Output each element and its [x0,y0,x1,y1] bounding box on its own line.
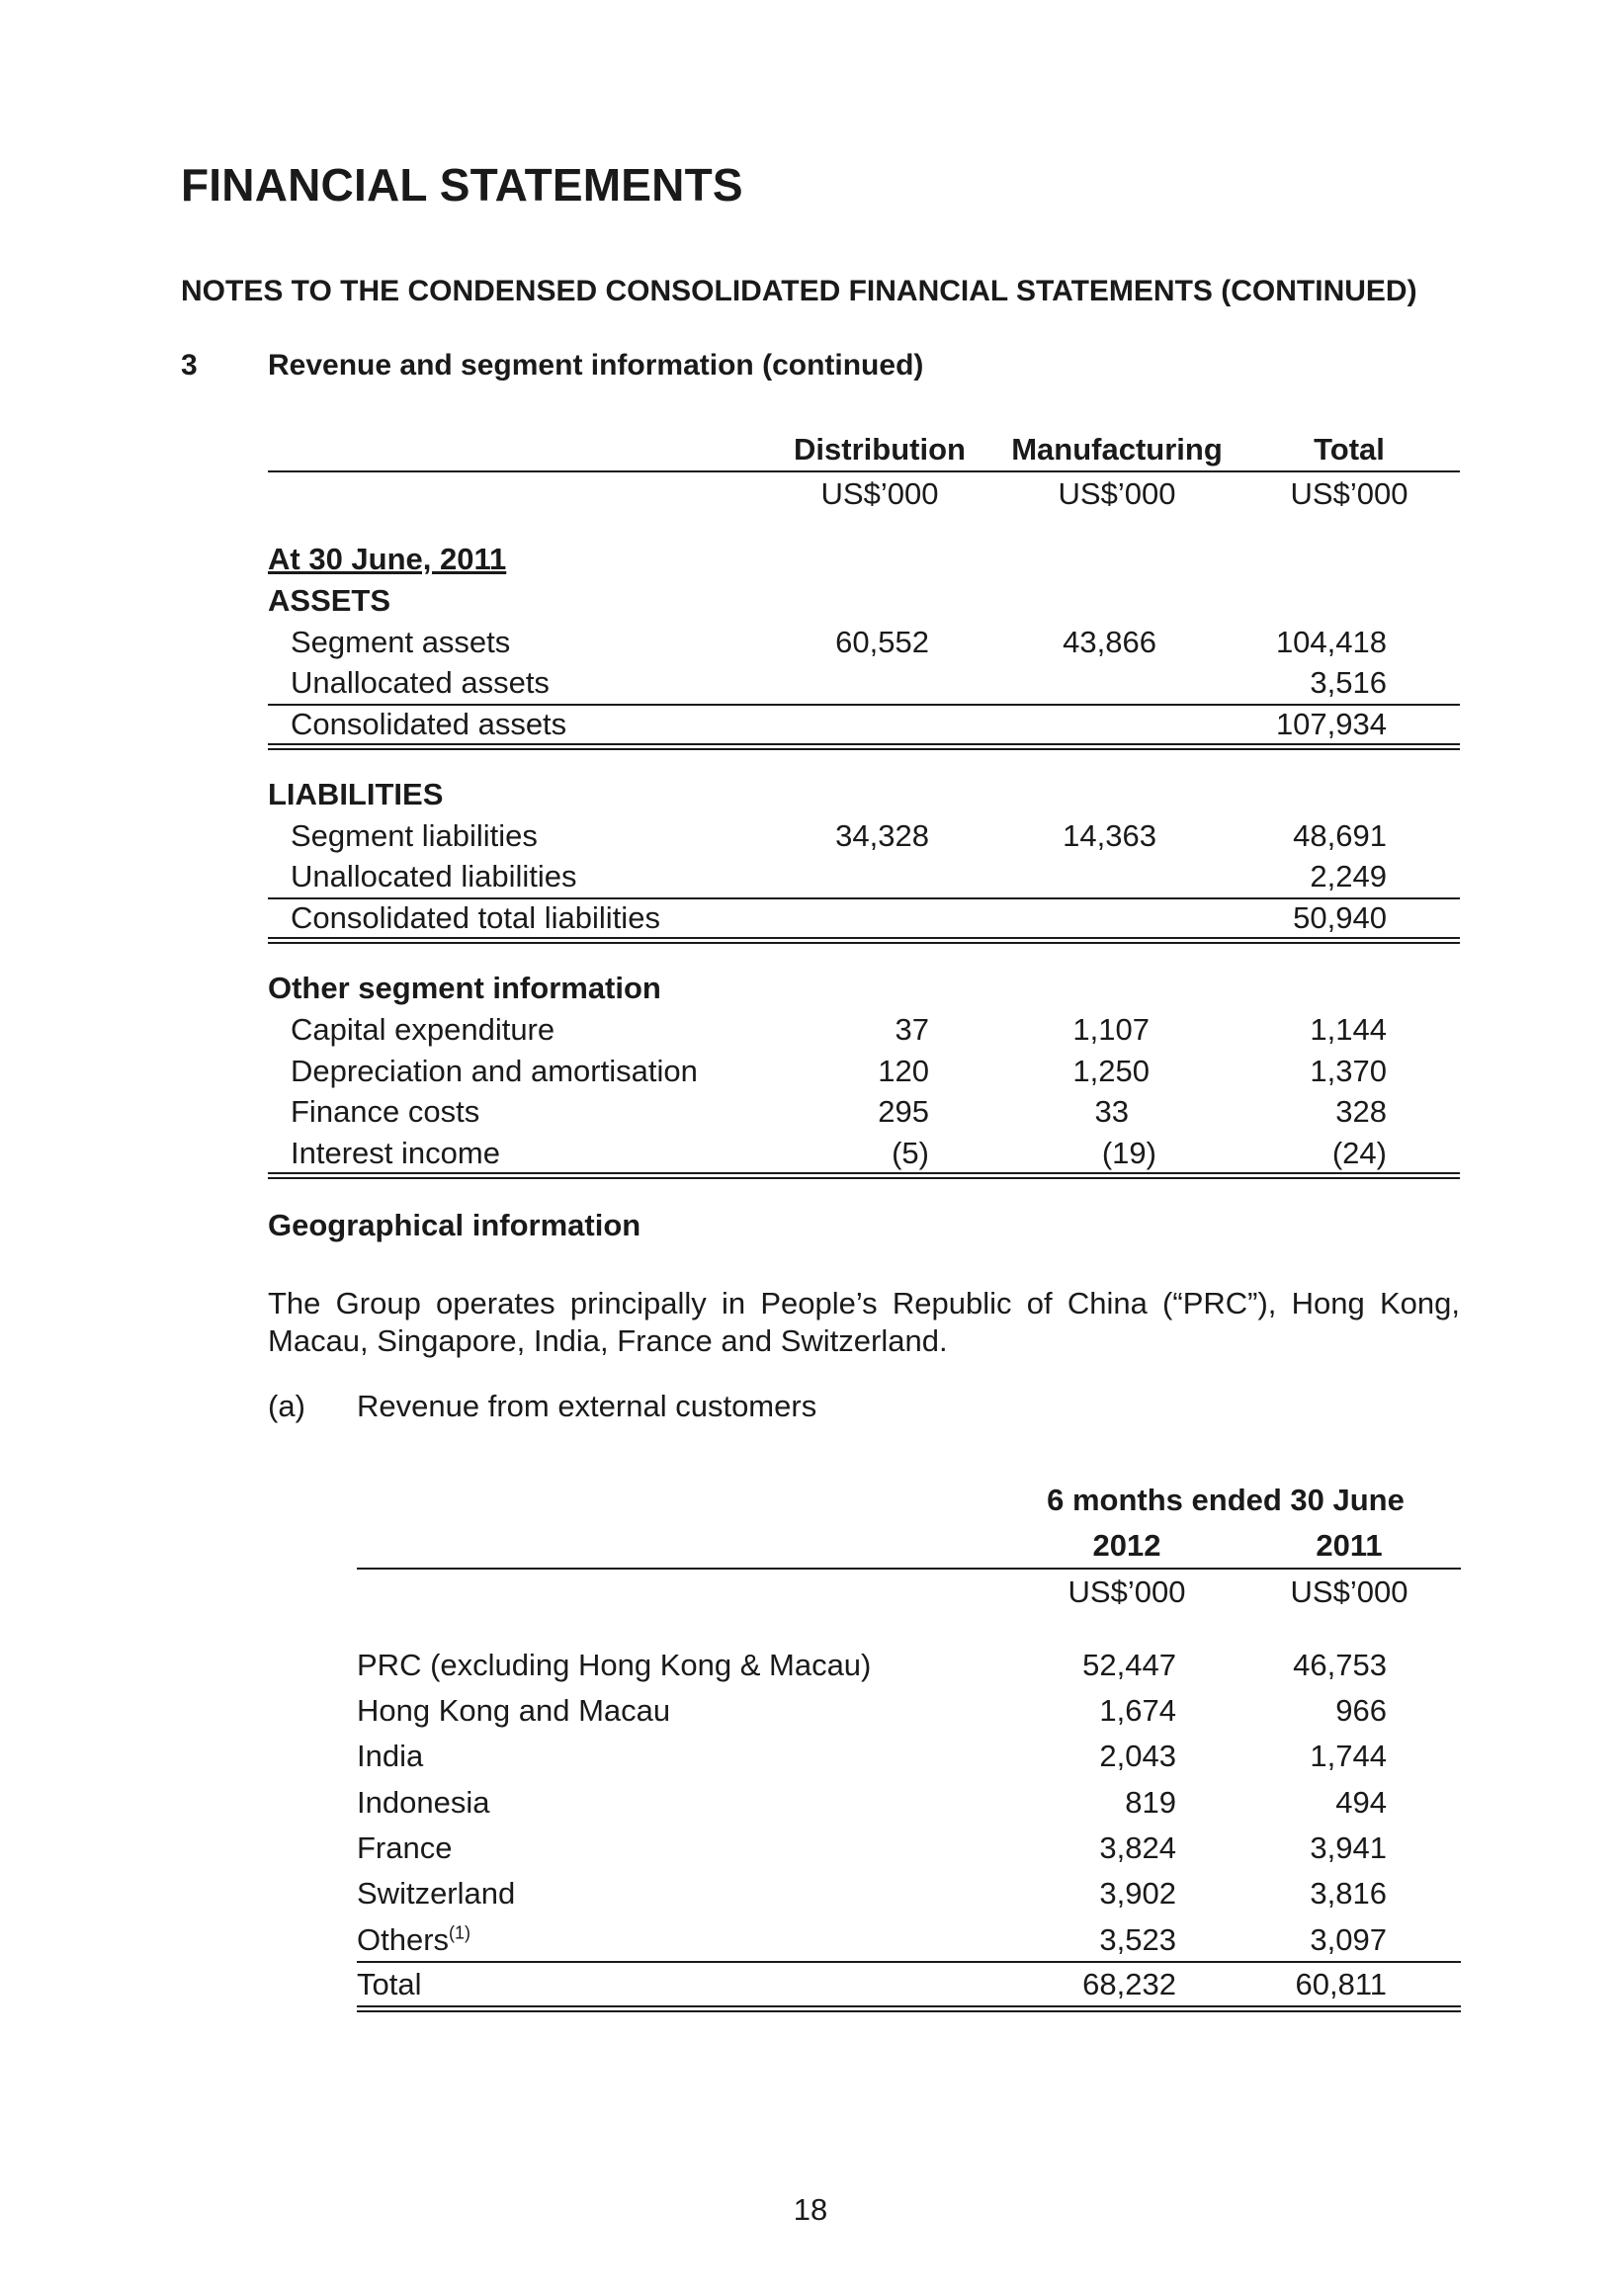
row-label: Interest income [291,1136,500,1170]
cell-total: (24) [1331,1136,1387,1170]
total-double-rule [268,1172,1460,1179]
liabilities-heading: LIABILITIES [268,777,444,811]
unit-manufacturing: US$’000 [1058,476,1176,511]
col-header-total: Total [1314,432,1385,467]
page-number: 18 [793,2192,828,2227]
section-number: 3 [181,349,198,382]
geo-heading: Geographical information [268,1208,641,1242]
geo-cell-2012: 3,902 [1099,1876,1176,1911]
geo-cell-2012: 3,523 [1099,1922,1176,1957]
cell-total: 1,144 [1310,1012,1387,1047]
geo-total-2011: 60,811 [1295,1967,1387,2001]
col-header-distribution: Distribution [794,432,966,467]
cell-total: 48,691 [1293,818,1387,853]
geo-cell-2011: 966 [1335,1693,1387,1728]
header-rule [268,470,1460,472]
year-2011: 2011 [1316,1528,1383,1563]
subtotal-rule [268,704,1460,706]
geo-cell-2012: 52,447 [1082,1648,1176,1682]
geo-cell-2012: 3,824 [1099,1830,1176,1865]
unit-2011: US$’000 [1290,1574,1408,1609]
page-title: FINANCIAL STATEMENTS [181,159,743,211]
cell-total: 1,370 [1310,1054,1387,1088]
geo-cell-2012: 2,043 [1099,1739,1176,1773]
geo-cell-2012: 819 [1125,1785,1176,1820]
cell-distribution: 60,552 [835,625,929,659]
section-title: Revenue and segment information (continued) [268,349,924,382]
footnote-marker: (1) [449,1922,471,1943]
cell-manufacturing: 33 [1094,1094,1129,1129]
assets-heading: ASSETS [268,583,391,618]
geo-cell-2011: 1,744 [1310,1739,1387,1773]
notes-subtitle: NOTES TO THE CONDENSED CONSOLIDATED FINANCIAL STATEMENTS (CONTINUED) [181,275,1417,307]
geo-cell-2011: 3,816 [1310,1876,1387,1911]
subtotal-rule [268,897,1460,899]
total-double-rule [357,2005,1461,2012]
unit-total: US$’000 [1290,476,1408,511]
row-label: Consolidated total liabilities [291,900,660,935]
cell-manufacturing: 1,250 [1072,1054,1150,1088]
cell-total: 107,934 [1275,707,1387,741]
geo-row-label: Switzerland [357,1876,516,1911]
subtotal-rule [357,1961,1461,1963]
geo-row-label: India [357,1739,424,1773]
geo-cell-2011: 3,097 [1310,1922,1387,1957]
total-double-rule [268,937,1460,944]
unit-distribution: US$’000 [820,476,939,511]
cell-distribution: 34,328 [835,818,929,853]
cell-distribution: (5) [892,1136,929,1170]
cell-manufacturing: 1,107 [1072,1012,1150,1047]
geo-cell-2011: 46,753 [1293,1648,1387,1682]
geo-row-label: Hong Kong and Macau [357,1693,671,1728]
period-label: At 30 June, 2011 [268,542,507,576]
geo-row-label: France [357,1830,453,1865]
cell-total: 104,418 [1275,625,1387,659]
other-heading: Other segment information [268,971,661,1005]
others-label: Others [357,1922,450,1957]
cell-total: 50,940 [1293,900,1387,935]
geo-paragraph: The Group operates principally in People’s Republic of China (“PRC”), Hong Kong, Macau, Singapore, India, France and Switzerland. [268,1286,1460,1358]
period-header: 6 months ended 30 June [1047,1483,1405,1517]
cell-total: 328 [1335,1094,1387,1129]
row-label: Segment assets [291,625,511,659]
geo-total-2012: 68,232 [1082,1967,1176,2001]
geo-cell-2011: 494 [1335,1785,1387,1820]
geo-row-label: PRC (excluding Hong Kong & Macau) [357,1648,872,1682]
row-label: Unallocated assets [291,665,550,700]
row-label: Capital expenditure [291,1012,555,1047]
cell-distribution: 120 [878,1054,929,1088]
row-label: Unallocated liabilities [291,859,577,893]
year-2012: 2012 [1092,1528,1161,1563]
item-title: Revenue from external customers [357,1389,817,1423]
row-label: Segment liabilities [291,818,538,853]
geo-cell-2011: 3,941 [1310,1830,1387,1865]
header-rule [357,1568,1461,1570]
col-header-manufacturing: Manufacturing [1011,432,1223,467]
cell-manufacturing: 14,363 [1063,818,1156,853]
row-label: Consolidated assets [291,707,567,741]
row-label: Finance costs [291,1094,480,1129]
row-label: Depreciation and amortisation [291,1054,698,1088]
cell-manufacturing: 43,866 [1063,625,1156,659]
geo-row-label-others [357,1922,470,1958]
cell-manufacturing: (19) [1101,1136,1156,1170]
geo-cell-2012: 1,674 [1099,1693,1176,1728]
cell-total: 3,516 [1310,665,1387,700]
cell-total: 2,249 [1310,859,1387,893]
cell-distribution: 37 [895,1012,929,1047]
cell-distribution: 295 [878,1094,929,1129]
geo-row-label: Indonesia [357,1785,490,1820]
unit-2012: US$’000 [1067,1574,1186,1609]
total-double-rule [268,743,1460,750]
item-marker: (a) [268,1389,305,1423]
geo-total-label: Total [357,1967,422,2001]
